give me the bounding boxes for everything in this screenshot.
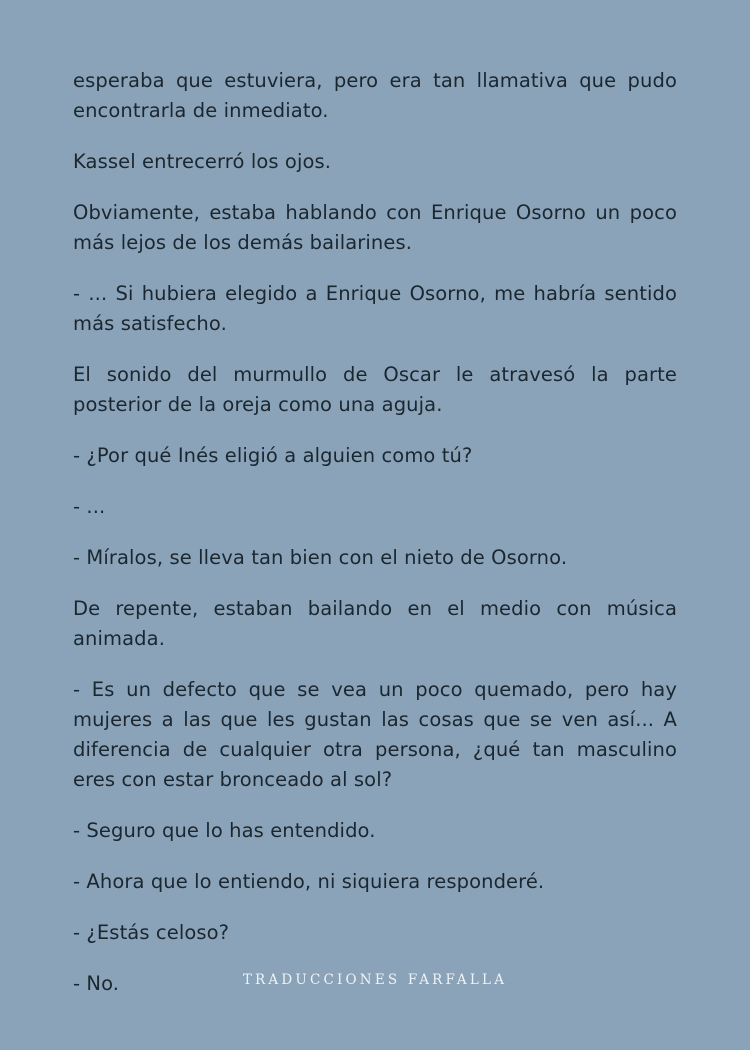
paragraph: - Es un defecto que se vea un poco quemado, pero hay mujeres a las que les gustan las cosas que se ven así... A diferencia de cualquier otra persona, ¿qué tan masculino eres con estar bronceado al sol? — [73, 678, 677, 791]
paragraph: Kassel entrecerró los ojos. — [73, 150, 332, 173]
paragraph: - Míralos, se lleva tan bien con el nieto de Osorno. — [73, 546, 568, 569]
paragraph: El sonido del murmullo de Oscar le atravesó la parte posterior de la oreja como una aguja. — [73, 363, 677, 416]
paragraph: - ... Si hubiera elegido a Enrique Osorno, me habría sentido más satisfecho. — [73, 282, 677, 335]
paragraph: De repente, estaban bailando en el medio con música animada. — [73, 597, 677, 650]
paragraph: - Seguro que lo has entendido. — [73, 819, 376, 842]
paragraph: - Ahora que lo entiendo, ni siquiera responderé. — [73, 870, 545, 893]
text-body — [73, 66, 677, 999]
paragraph: - ... — [73, 495, 106, 518]
paragraph: - ¿Por qué Inés eligió a alguien como tú? — [73, 444, 473, 467]
paragraph: Obviamente, estaba hablando con Enrique Osorno un poco más lejos de los demás bailarines. — [73, 201, 677, 254]
paragraph: esperaba que estuviera, pero era tan llamativa que pudo encontrarla de inmediato. — [73, 69, 677, 122]
paragraph: - No. — [73, 972, 120, 995]
paragraph: - ¿Estás celoso? — [73, 921, 230, 944]
footer-credit: TRADUCCIONES FARFALLA — [242, 972, 508, 988]
